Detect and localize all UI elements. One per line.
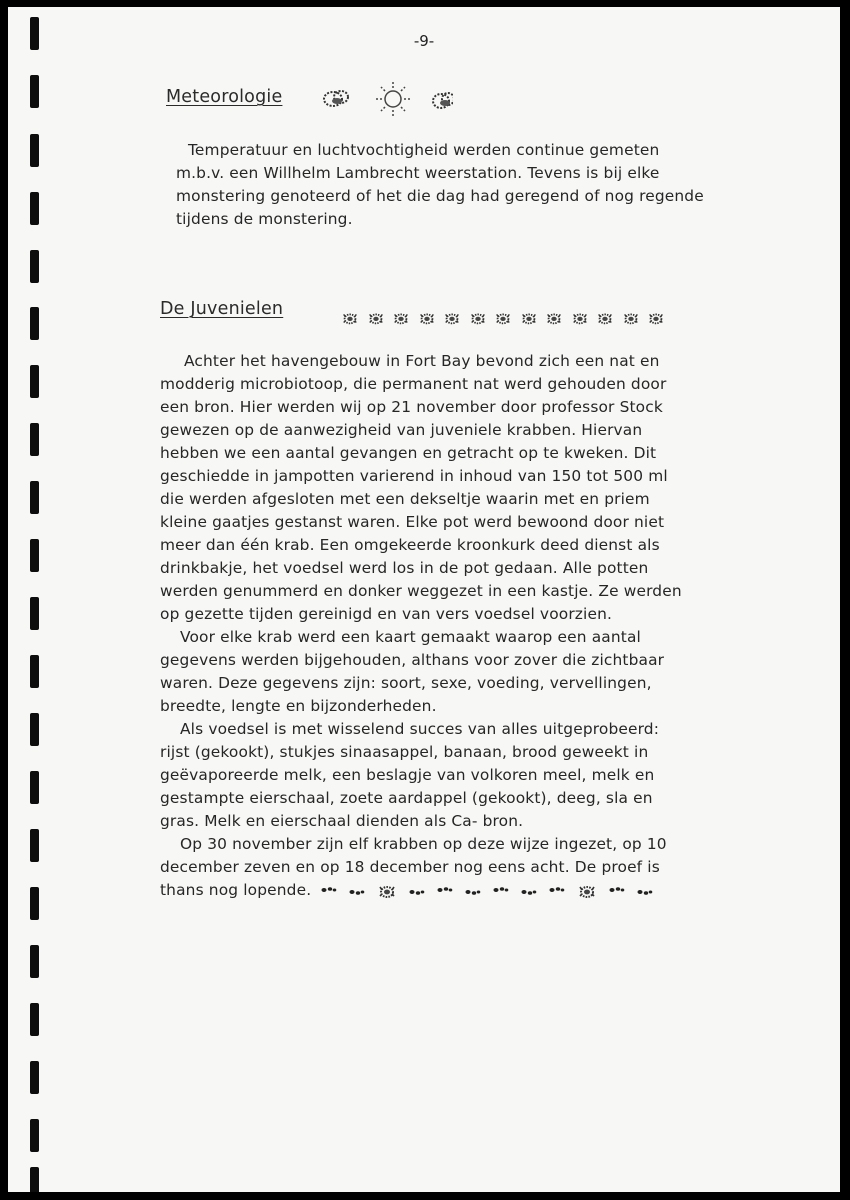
crab-icon [377, 881, 397, 899]
text-line: drinkbakje, het voedsel werd los in de pot gedaan. Alle potten [160, 559, 649, 577]
crab-ornament-row [341, 307, 673, 327]
crab-track-icon [609, 881, 625, 899]
binding-hole [30, 713, 39, 746]
crab-icon [367, 307, 385, 327]
binding-holes [30, 7, 46, 1192]
text-line: monstering genoteerd of het die dag had geregend of nog regende [176, 187, 704, 205]
binding-hole [30, 829, 39, 862]
binding-hole [30, 1119, 39, 1152]
crab-track-icon [521, 881, 537, 899]
binding-hole [30, 945, 39, 978]
crab-icon [647, 307, 665, 327]
text-line: meer dan één krab. Een omgekeerde kroonkurk deed dienst als [160, 536, 660, 554]
text-line: m.b.v. een Willhelm Lambrecht weerstation. Tevens is bij elke [176, 164, 660, 182]
juvenielen-paragraph [160, 350, 682, 902]
text-line: werden genummerd en donker weggezet in een kastje. Ze werden [160, 582, 682, 600]
text-line: geschiedde in jampotten varierend in inhoud van 150 tot 500 ml [160, 467, 668, 485]
binding-hole [30, 365, 39, 398]
binding-hole [30, 1003, 39, 1036]
weather-icons [323, 79, 453, 119]
crab-track-icon [549, 881, 565, 899]
crab-track-icon [637, 881, 653, 899]
text-line: thans nog lopende. [160, 879, 682, 902]
crab-icon [577, 881, 597, 899]
text-line: gegevens werden bijgehouden, althans voor zover die zichtbaar [160, 651, 665, 669]
binding-hole [30, 771, 39, 804]
binding-hole [30, 134, 39, 167]
text-line: die werden afgesloten met een dekseltje waarin met en priem [160, 490, 650, 508]
crab-icon [494, 307, 512, 327]
crab-icon [545, 307, 563, 327]
text-line: gewezen op de aanwezigheid van juveniele krabben. Hiervan [160, 421, 643, 439]
section-title-meteorologie: Meteorologie [166, 87, 283, 107]
section-title-juvenielen: De Juvenielen [160, 299, 284, 319]
binding-hole [30, 1061, 39, 1094]
binding-hole [30, 539, 39, 572]
text-line: Als voedsel is met wisselend succes van alles uitgeprobeerd: [180, 720, 660, 738]
text-line: breedte, lengte en bijzonderheden. [160, 697, 437, 715]
crab-icon [392, 307, 410, 327]
crab-icon [341, 307, 359, 327]
binding-hole [30, 1167, 39, 1192]
text-line: december zeven en op 18 december nog eens acht. De proef is [160, 858, 660, 876]
text-line: gestampte eierschaal, zoete aardappel (gekookt), deeg, sla en [160, 789, 653, 807]
text-line: geëvaporeerde melk, een beslagje van volkoren meel, melk en [160, 766, 655, 784]
page-number: -9- [413, 32, 435, 50]
binding-hole [30, 250, 39, 283]
text-line: Op 30 november zijn elf krabben op deze wijze ingezet, op 10 [180, 835, 667, 853]
crab-icon [469, 307, 487, 327]
crab-track-icon [437, 881, 453, 899]
crab-track-trail [315, 879, 659, 902]
text-line: Temperatuur en luchtvochtigheid werden continue gemeten [188, 141, 660, 159]
text-line: waren. Deze gegevens zijn: soort, sexe, voeding, vervellingen, [160, 674, 652, 692]
binding-hole [30, 75, 39, 108]
text-line: gras. Melk en eierschaal dienden als Ca- bron. [160, 812, 524, 830]
binding-hole [30, 887, 39, 920]
cloud-icon [324, 91, 348, 106]
crab-track-icon [409, 881, 425, 899]
document-page [8, 7, 840, 1192]
binding-hole [30, 597, 39, 630]
binding-hole [30, 423, 39, 456]
meteorologie-paragraph [176, 139, 704, 231]
text-line: Achter het havengebouw in Fort Bay bevond zich een nat en [184, 352, 660, 370]
binding-hole [30, 307, 39, 340]
text-line: rijst (gekookt), stukjes sinaasappel, banaan, brood geweekt in [160, 743, 649, 761]
binding-hole [30, 655, 39, 688]
crab-track-icon [493, 881, 509, 899]
binding-hole [30, 192, 39, 225]
crab-track-icon [321, 881, 337, 899]
sun-icon [376, 82, 410, 116]
crab-icon [520, 307, 538, 327]
crab-icon [443, 307, 461, 327]
text-line: Voor elke krab werd een kaart gemaakt waarop een aantal [180, 628, 641, 646]
text-line: kleine gaatjes gestanst waren. Elke pot werd bewoond door niet [160, 513, 665, 531]
text-line: tijdens de monstering. [176, 210, 353, 228]
crab-track-icon [465, 881, 481, 899]
text-line: modderig microbiotoop, die permanent nat werd gehouden door [160, 375, 667, 393]
binding-hole [30, 481, 39, 514]
cloud-icon [433, 93, 453, 108]
crab-track-icon [349, 881, 365, 899]
crab-icon [571, 307, 589, 327]
text-line: een bron. Hier werden wij op 21 november door professor Stock [160, 398, 663, 416]
crab-icon [418, 307, 436, 327]
text-line: hebben we een aantal gevangen en getracht op te kweken. Dit [160, 444, 657, 462]
crab-icon [596, 307, 614, 327]
crab-icon [622, 307, 640, 327]
text-line: op gezette tijden gereinigd en van vers voedsel voorzien. [160, 605, 613, 623]
